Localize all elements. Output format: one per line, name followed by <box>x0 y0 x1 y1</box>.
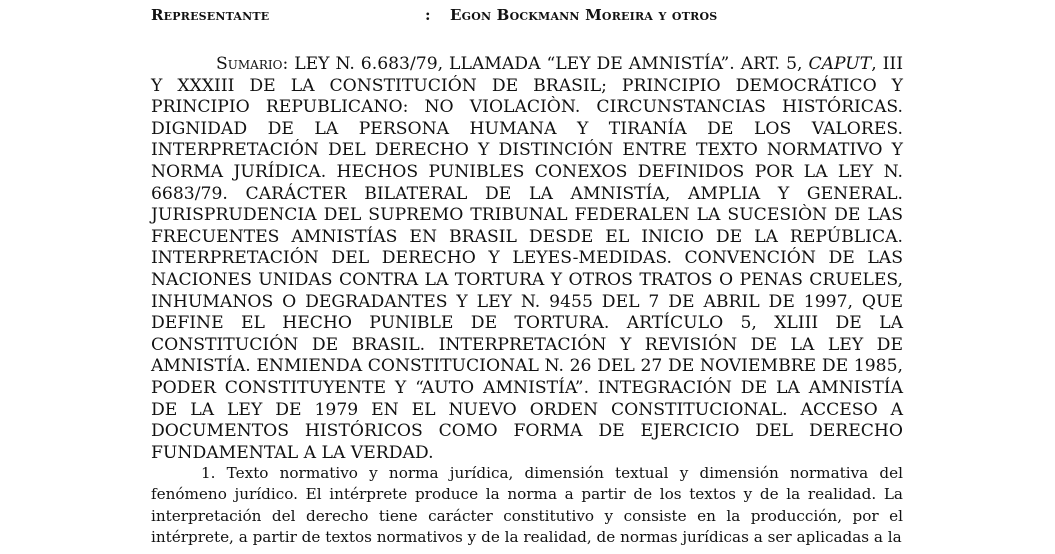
numbered-paragraph-1: 1. Texto normativo y norma jurídica, dimensión textual y dimensión normativa del fenómeno jurídico. El intérprete produce la norma a partir de los textos y de la realidad. La interpretación del derecho tiene carácter constitutivo y consiste en la producción, por el intérprete, a partir de textos normativos y de la realidad, de normas jurídicas a ser aplicadas a la <box>151 464 903 547</box>
party-separator: : <box>425 6 431 24</box>
sumario-text-part-1: LEY N. 6.683/79, LLAMADA “LEY DE AMNISTÍA”. ART. 5, <box>288 54 809 74</box>
party-name: Egon Bockmann Moreira y otros <box>450 6 718 24</box>
sumario-paragraph <box>151 54 903 464</box>
sumario-lead: Sumario: <box>216 54 289 74</box>
party-role-label: Representante <box>151 6 270 24</box>
sumario-text-part-2: , III Y XXXIII DE LA CONSTITUCIÓN DE BRASIL; PRINCIPIO DEMOCRÁTICO Y PRINCIPIO REPUBLICANO: NO VIOLACIÒN. CIRCUNSTANCIAS HISTÓRICAS. DIGNIDAD DE LA PERSONA HUMANA Y TIRANÍA DE LOS VALORES. INTERPRETACIÓN DEL DERECHO Y DISTINCIÓN ENTRE TEXTO NORMATIVO Y NORMA JURÍDICA. HECHOS PUNIBLES CONEXOS DEFINIDOS POR LA LEY N. 6683/79. CARÁCTER BILATERAL DE LA AMNISTÍA, AMPLIA Y GENERAL. JURISPRUDENCIA DEL SUPREMO TRIBUNAL FEDERALEN LA SUCESIÒN DE LAS FRECUENTES AMNISTÍAS EN BRASIL DESDE EL INICIO DE LA REPÚBLICA. INTERPRETACIÓN DEL DERECHO Y LEYES-MEDIDAS. CONVENCIÓN DE LAS NACIONES UNIDAS CONTRA LA TORTURA Y OTROS TRATOS O PENAS CRUELES, INHUMANOS O DEGRADANTES Y LEY N. 9455 DEL 7 DE ABRIL DE 1997, QUE DEFINE EL HECHO PUNIBLE DE TORTURA. ARTÍCULO 5, XLIII DE LA CONSTITUCIÓN DE BRASIL. INTERPRETACIÓN Y REVISIÓN DE LA LEY DE AMNISTÍA. ENMIENDA CONSTITUCIONAL N. 26 DEL 27 DE NOVIEMBRE DE 1985, PODER CONSTITUYENTE Y “AUTO AMNISTÍA”. INTEGRACIÓN DE LA AMNISTÍA DE LA LEY DE 1979 EN EL NUEVO ORDEN CONSTITUCIONAL. ACCESO A DOCUMENTOS HISTÓRICOS COMO FORMA DE EJERCICIO DEL DERECHO FUNDAMENTAL A LA VERDAD. <box>151 54 903 463</box>
sumario-caput-term: CAPUT <box>808 54 872 74</box>
party-header-row <box>151 6 911 28</box>
